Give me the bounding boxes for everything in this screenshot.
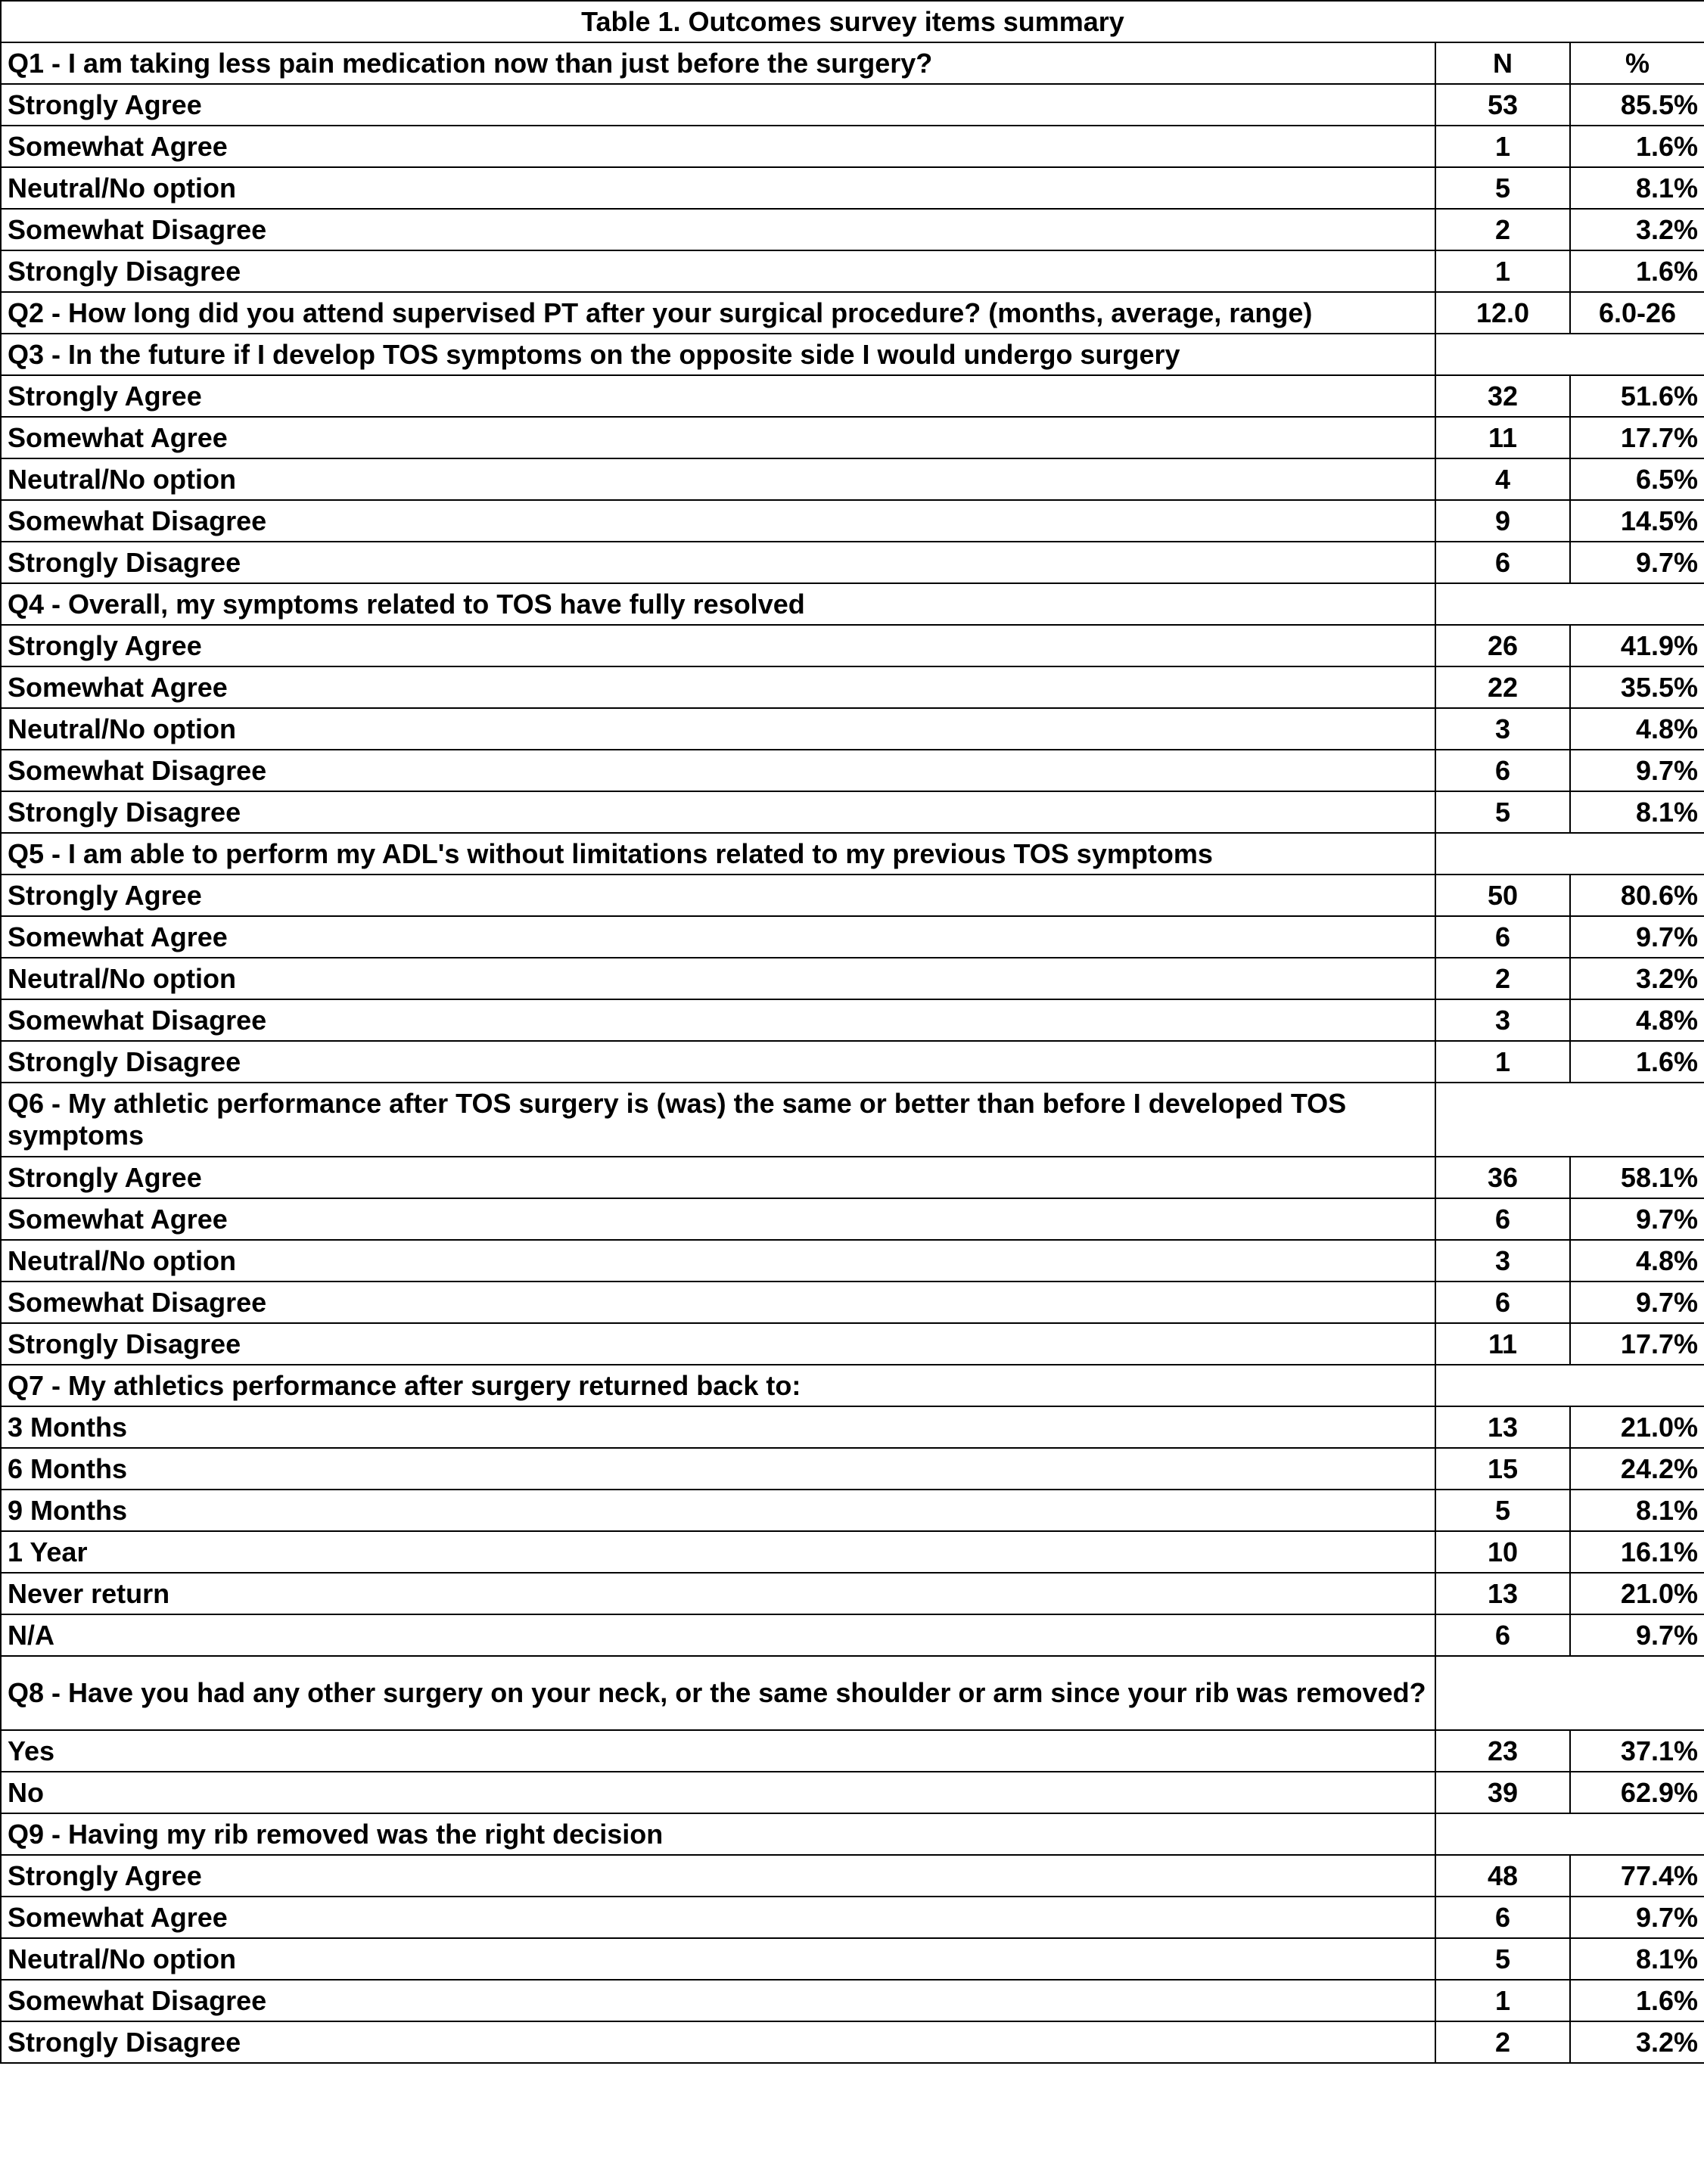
count-cell: 1 bbox=[1435, 1980, 1570, 2021]
count-cell: 6 bbox=[1435, 542, 1570, 583]
count-cell: 3 bbox=[1435, 1240, 1570, 1282]
question-text: Q8 - Have you had any other surgery on your neck, or the same shoulder or arm since your rib was removed? bbox=[1, 1656, 1435, 1730]
percent-cell: 41.9% bbox=[1570, 625, 1704, 666]
percent-cell: 62.9% bbox=[1570, 1772, 1704, 1813]
option-label: Strongly Agree bbox=[1, 625, 1435, 666]
option-label: No bbox=[1, 1772, 1435, 1813]
question-text: Q1 - I am taking less pain medication now than just before the surgery? bbox=[1, 42, 1435, 84]
option-label: Never return bbox=[1, 1573, 1435, 1614]
option-label: Strongly Disagree bbox=[1, 542, 1435, 583]
percent-cell: 80.6% bbox=[1570, 875, 1704, 916]
percent-cell: 8.1% bbox=[1570, 167, 1704, 209]
column-header-n: N bbox=[1435, 42, 1570, 84]
table-row bbox=[1, 999, 1704, 1041]
count-cell: 32 bbox=[1435, 375, 1570, 417]
option-label: Somewhat Disagree bbox=[1, 500, 1435, 542]
percent-cell: 4.8% bbox=[1570, 1240, 1704, 1282]
empty-cell bbox=[1435, 1813, 1704, 1855]
percent-cell: 3.2% bbox=[1570, 958, 1704, 999]
percent-cell: 9.7% bbox=[1570, 1198, 1704, 1240]
count-cell: 11 bbox=[1435, 1323, 1570, 1365]
table-row bbox=[1, 250, 1704, 292]
count-cell: 2 bbox=[1435, 2021, 1570, 2063]
table-row bbox=[1, 1406, 1704, 1448]
option-label: Somewhat Agree bbox=[1, 916, 1435, 958]
count-cell: 6 bbox=[1435, 1614, 1570, 1656]
count-cell: 5 bbox=[1435, 167, 1570, 209]
title-row bbox=[1, 1, 1704, 42]
empty-cell bbox=[1435, 833, 1704, 875]
option-label: Strongly Agree bbox=[1, 375, 1435, 417]
table-row bbox=[1, 625, 1704, 666]
table-title: Table 1. Outcomes survey items summary bbox=[1, 1, 1704, 42]
option-label: Somewhat Disagree bbox=[1, 999, 1435, 1041]
question-text: Q5 - I am able to perform my ADL's without limitations related to my previous TOS symptoms bbox=[1, 833, 1435, 875]
table-row bbox=[1, 1772, 1704, 1813]
count-cell: 13 bbox=[1435, 1406, 1570, 1448]
percent-cell: 37.1% bbox=[1570, 1730, 1704, 1772]
option-label: Strongly Agree bbox=[1, 875, 1435, 916]
count-cell: 15 bbox=[1435, 1448, 1570, 1490]
question-row-q1 bbox=[1, 42, 1704, 84]
percent-cell: 8.1% bbox=[1570, 1938, 1704, 1980]
percent-cell: 3.2% bbox=[1570, 209, 1704, 250]
percent-cell: 24.2% bbox=[1570, 1448, 1704, 1490]
percent-cell: 9.7% bbox=[1570, 1282, 1704, 1323]
option-label: 1 Year bbox=[1, 1531, 1435, 1573]
option-label: Strongly Disagree bbox=[1, 2021, 1435, 2063]
count-cell: 1 bbox=[1435, 1041, 1570, 1083]
option-label: Neutral/No option bbox=[1, 708, 1435, 750]
count-cell: 3 bbox=[1435, 708, 1570, 750]
option-label: Neutral/No option bbox=[1, 167, 1435, 209]
table-row bbox=[1, 1157, 1704, 1198]
option-label: Somewhat Disagree bbox=[1, 1282, 1435, 1323]
empty-cell bbox=[1435, 1656, 1704, 1730]
question-text: Q7 - My athletics performance after surgery returned back to: bbox=[1, 1365, 1435, 1406]
percent-cell: 17.7% bbox=[1570, 1323, 1704, 1365]
percent-cell: 9.7% bbox=[1570, 1897, 1704, 1938]
table-row bbox=[1, 875, 1704, 916]
empty-cell bbox=[1435, 1083, 1704, 1157]
percent-cell: 14.5% bbox=[1570, 500, 1704, 542]
question-text: Q4 - Overall, my symptoms related to TOS have fully resolved bbox=[1, 583, 1435, 625]
option-label: Strongly Agree bbox=[1, 1855, 1435, 1897]
percent-cell: 8.1% bbox=[1570, 1490, 1704, 1531]
count-cell: 2 bbox=[1435, 958, 1570, 999]
option-label: 6 Months bbox=[1, 1448, 1435, 1490]
question-row-q5 bbox=[1, 833, 1704, 875]
percent-cell: 1.6% bbox=[1570, 1980, 1704, 2021]
percent-cell: 1.6% bbox=[1570, 126, 1704, 167]
count-cell: 26 bbox=[1435, 625, 1570, 666]
table-row bbox=[1, 708, 1704, 750]
percent-cell: 9.7% bbox=[1570, 1614, 1704, 1656]
table-row bbox=[1, 1573, 1704, 1614]
column-header-percent: % bbox=[1570, 42, 1704, 84]
empty-cell bbox=[1435, 334, 1704, 375]
table-row bbox=[1, 1730, 1704, 1772]
count-cell: 36 bbox=[1435, 1157, 1570, 1198]
option-label: Strongly Disagree bbox=[1, 1323, 1435, 1365]
table-row bbox=[1, 209, 1704, 250]
option-label: Somewhat Agree bbox=[1, 666, 1435, 708]
percent-cell: 77.4% bbox=[1570, 1855, 1704, 1897]
option-label: Somewhat Agree bbox=[1, 1198, 1435, 1240]
table-row bbox=[1, 375, 1704, 417]
table-row bbox=[1, 958, 1704, 999]
question-text: Q6 - My athletic performance after TOS surgery is (was) the same or better than before I developed TOS symptoms bbox=[1, 1083, 1435, 1157]
percent-cell: 21.0% bbox=[1570, 1573, 1704, 1614]
option-label: Neutral/No option bbox=[1, 958, 1435, 999]
option-label: Somewhat Agree bbox=[1, 126, 1435, 167]
average-cell: 12.0 bbox=[1435, 292, 1570, 334]
question-text: Q2 - How long did you attend supervised PT after your surgical procedure? (months, average, range) bbox=[1, 292, 1435, 334]
count-cell: 23 bbox=[1435, 1730, 1570, 1772]
question-row-q2 bbox=[1, 292, 1704, 334]
count-cell: 13 bbox=[1435, 1573, 1570, 1614]
empty-cell bbox=[1435, 1365, 1704, 1406]
table-row bbox=[1, 417, 1704, 458]
percent-cell: 9.7% bbox=[1570, 750, 1704, 791]
percent-cell: 9.7% bbox=[1570, 916, 1704, 958]
option-label: 9 Months bbox=[1, 1490, 1435, 1531]
option-label: Neutral/No option bbox=[1, 1938, 1435, 1980]
percent-cell: 3.2% bbox=[1570, 2021, 1704, 2063]
empty-cell bbox=[1435, 583, 1704, 625]
count-cell: 1 bbox=[1435, 250, 1570, 292]
count-cell: 6 bbox=[1435, 1198, 1570, 1240]
table-row bbox=[1, 1614, 1704, 1656]
option-label: Somewhat Agree bbox=[1, 417, 1435, 458]
percent-cell: 21.0% bbox=[1570, 1406, 1704, 1448]
table-row bbox=[1, 542, 1704, 583]
table-row bbox=[1, 1198, 1704, 1240]
table-row bbox=[1, 1855, 1704, 1897]
table-row bbox=[1, 1897, 1704, 1938]
table-row bbox=[1, 1041, 1704, 1083]
count-cell: 6 bbox=[1435, 1282, 1570, 1323]
table-row bbox=[1, 126, 1704, 167]
percent-cell: 6.5% bbox=[1570, 458, 1704, 500]
option-label: Somewhat Disagree bbox=[1, 209, 1435, 250]
percent-cell: 51.6% bbox=[1570, 375, 1704, 417]
question-row-q6 bbox=[1, 1083, 1704, 1157]
count-cell: 5 bbox=[1435, 791, 1570, 833]
count-cell: 4 bbox=[1435, 458, 1570, 500]
table-row bbox=[1, 1980, 1704, 2021]
table-row bbox=[1, 1531, 1704, 1573]
count-cell: 39 bbox=[1435, 1772, 1570, 1813]
table-row bbox=[1, 167, 1704, 209]
percent-cell: 4.8% bbox=[1570, 999, 1704, 1041]
table-row bbox=[1, 500, 1704, 542]
option-label: Somewhat Disagree bbox=[1, 1980, 1435, 2021]
table-row bbox=[1, 1282, 1704, 1323]
table-row bbox=[1, 791, 1704, 833]
count-cell: 5 bbox=[1435, 1938, 1570, 1980]
percent-cell: 8.1% bbox=[1570, 791, 1704, 833]
question-row-q7 bbox=[1, 1365, 1704, 1406]
percent-cell: 58.1% bbox=[1570, 1157, 1704, 1198]
option-label: 3 Months bbox=[1, 1406, 1435, 1448]
count-cell: 5 bbox=[1435, 1490, 1570, 1531]
count-cell: 6 bbox=[1435, 916, 1570, 958]
question-row-q4 bbox=[1, 583, 1704, 625]
range-cell: 6.0-26 bbox=[1570, 292, 1704, 334]
question-text: Q3 - In the future if I develop TOS symptoms on the opposite side I would undergo surgery bbox=[1, 334, 1435, 375]
question-row-q8 bbox=[1, 1656, 1704, 1730]
percent-cell: 85.5% bbox=[1570, 84, 1704, 126]
count-cell: 9 bbox=[1435, 500, 1570, 542]
table-row bbox=[1, 2021, 1704, 2063]
table-row bbox=[1, 1323, 1704, 1365]
count-cell: 53 bbox=[1435, 84, 1570, 126]
option-label: Strongly Agree bbox=[1, 84, 1435, 126]
count-cell: 3 bbox=[1435, 999, 1570, 1041]
percent-cell: 17.7% bbox=[1570, 417, 1704, 458]
percent-cell: 16.1% bbox=[1570, 1531, 1704, 1573]
question-row-q9 bbox=[1, 1813, 1704, 1855]
table-row bbox=[1, 1240, 1704, 1282]
option-label: N/A bbox=[1, 1614, 1435, 1656]
option-label: Yes bbox=[1, 1730, 1435, 1772]
percent-cell: 1.6% bbox=[1570, 250, 1704, 292]
option-label: Strongly Agree bbox=[1, 1157, 1435, 1198]
percent-cell: 9.7% bbox=[1570, 542, 1704, 583]
table-row bbox=[1, 750, 1704, 791]
count-cell: 1 bbox=[1435, 126, 1570, 167]
table-row bbox=[1, 1490, 1704, 1531]
table-row bbox=[1, 458, 1704, 500]
count-cell: 48 bbox=[1435, 1855, 1570, 1897]
table-row bbox=[1, 1938, 1704, 1980]
table-row bbox=[1, 84, 1704, 126]
table-row bbox=[1, 666, 1704, 708]
option-label: Neutral/No option bbox=[1, 1240, 1435, 1282]
option-label: Neutral/No option bbox=[1, 458, 1435, 500]
option-label: Strongly Disagree bbox=[1, 791, 1435, 833]
option-label: Strongly Disagree bbox=[1, 250, 1435, 292]
option-label: Somewhat Disagree bbox=[1, 750, 1435, 791]
percent-cell: 1.6% bbox=[1570, 1041, 1704, 1083]
count-cell: 6 bbox=[1435, 750, 1570, 791]
table-row bbox=[1, 916, 1704, 958]
count-cell: 50 bbox=[1435, 875, 1570, 916]
count-cell: 6 bbox=[1435, 1897, 1570, 1938]
percent-cell: 4.8% bbox=[1570, 708, 1704, 750]
option-label: Somewhat Agree bbox=[1, 1897, 1435, 1938]
count-cell: 11 bbox=[1435, 417, 1570, 458]
count-cell: 2 bbox=[1435, 209, 1570, 250]
question-row-q3 bbox=[1, 334, 1704, 375]
table-row bbox=[1, 1448, 1704, 1490]
option-label: Strongly Disagree bbox=[1, 1041, 1435, 1083]
percent-cell: 35.5% bbox=[1570, 666, 1704, 708]
count-cell: 10 bbox=[1435, 1531, 1570, 1573]
count-cell: 22 bbox=[1435, 666, 1570, 708]
question-text: Q9 - Having my rib removed was the right decision bbox=[1, 1813, 1435, 1855]
